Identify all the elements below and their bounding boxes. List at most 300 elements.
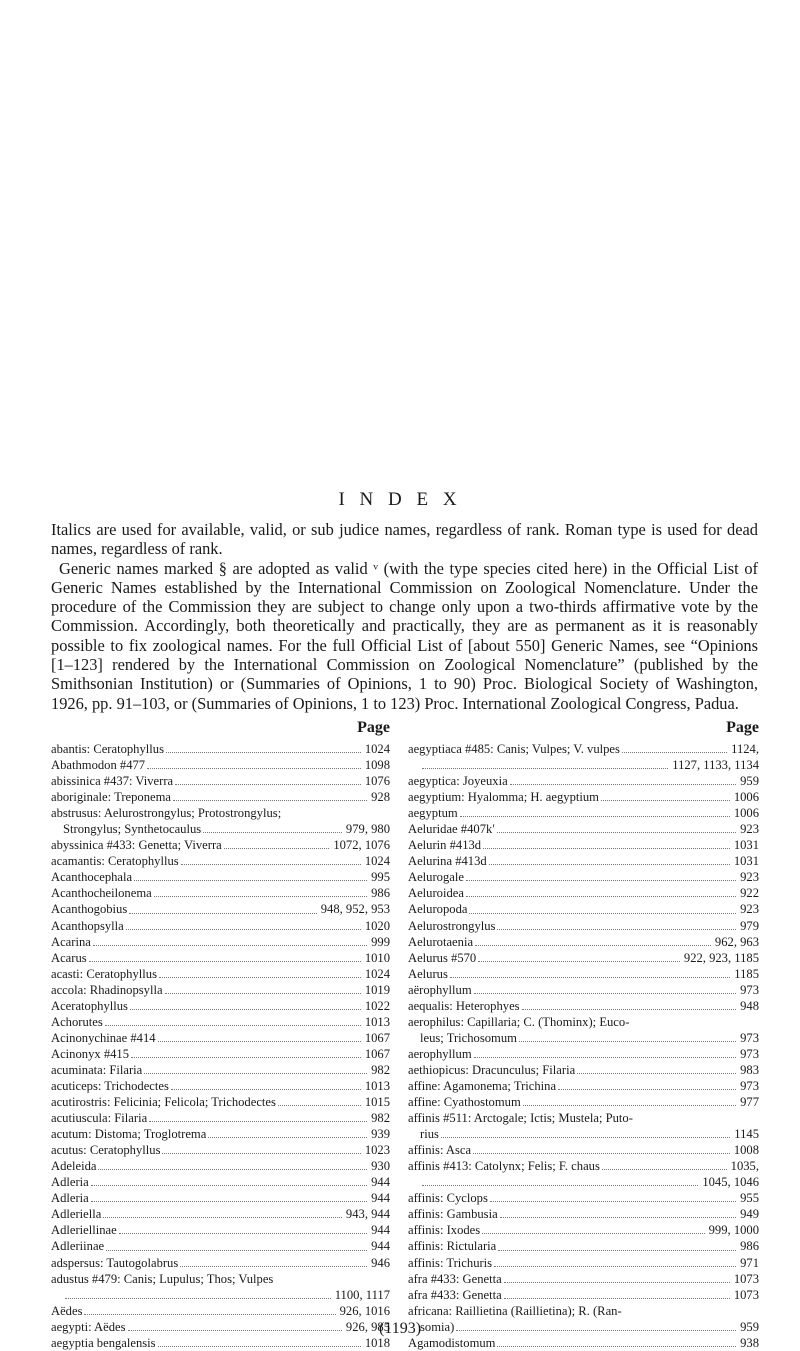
leader-dots: [175, 784, 361, 785]
index-entry: [408, 1255, 759, 1271]
index-entry: [51, 885, 390, 901]
index-entry-line: [408, 789, 759, 805]
entry-term: abantis: Ceratophyllus: [51, 742, 164, 756]
leader-dots: [165, 993, 361, 994]
index-entry: [51, 1126, 390, 1142]
index-entry-line: [51, 1271, 390, 1287]
entry-page-ref: 944: [371, 1191, 390, 1206]
leader-dots: [158, 1041, 361, 1042]
entry-term: aegyptiaca #485: Canis; Vulpes; V. vulpes: [408, 742, 620, 756]
index-entry-line: [408, 757, 759, 773]
leader-dots: [622, 752, 727, 753]
index-entry-line: [51, 1030, 390, 1046]
index-entry-line: [408, 1014, 759, 1030]
entry-term: affinis: Gambusia: [408, 1207, 498, 1222]
leader-dots: [129, 913, 316, 914]
index-entry-line: [408, 934, 759, 950]
entry-term: aequalis: Heterophyes: [408, 998, 520, 1013]
index-entry-line: [408, 805, 759, 821]
index-entry: [408, 1158, 759, 1190]
entry-page-ref: 1073: [733, 1271, 759, 1286]
entry-term: acutiuscula: Filaria: [51, 1111, 148, 1126]
index-entry: [408, 837, 759, 853]
leader-dots: [474, 1057, 736, 1058]
index-entry: [408, 1046, 759, 1062]
index-entry: [51, 837, 390, 853]
index-entry-line: [408, 1094, 759, 1110]
leader-dots: [489, 864, 730, 865]
leader-dots: [500, 1217, 736, 1218]
index-entry-line: [51, 950, 390, 966]
index-entry: [408, 1078, 759, 1094]
entry-page-ref: 1185: [734, 966, 759, 981]
index-intro: [51, 520, 758, 713]
entry-term: affinis: Trichuris: [408, 1255, 493, 1270]
index-entry: [51, 1206, 390, 1222]
index-entry-line: [408, 741, 759, 757]
index-entry: [408, 1142, 759, 1158]
index-entry-line: [51, 1303, 390, 1319]
entry-page-ref: 999, 1000: [708, 1223, 759, 1238]
entry-term: rius: [420, 1127, 439, 1142]
leader-dots: [523, 1105, 736, 1106]
leader-dots: [483, 848, 730, 849]
index-entry: [51, 1158, 390, 1174]
entry-term: Aeluridae #407k′: [408, 822, 496, 837]
entry-page-ref: 1008: [733, 1143, 759, 1158]
leader-dots: [473, 1153, 730, 1154]
leader-dots: [577, 1073, 736, 1074]
index-entry: [408, 918, 759, 934]
leader-dots: [601, 800, 730, 801]
index-entry-line: [408, 1142, 759, 1158]
entry-page-ref: 943, 944: [345, 1207, 390, 1222]
index-entry: [51, 1142, 390, 1158]
entry-term: leus; Trichosomum: [420, 1030, 517, 1045]
index-entry: [408, 821, 759, 837]
index-entry-line: [51, 773, 390, 789]
index-entry: [51, 934, 390, 950]
entry-term: adustus #479: Canis; Lupulus; Thos; Vulpes: [51, 1271, 274, 1286]
entry-page-ref: 1024: [364, 966, 390, 981]
entry-page-ref: 1019: [364, 982, 390, 997]
entry-term: acutirostris: Felicinia; Felicola; Trichodectes: [51, 1095, 276, 1110]
entry-term: Abathmodon #477: [51, 758, 146, 773]
entry-page-ref: 926, 985: [345, 1319, 390, 1334]
entry-page-ref: 930: [371, 1159, 390, 1174]
entry-term: acuminata: Filaria: [51, 1062, 143, 1077]
leader-dots: [126, 929, 361, 930]
entry-page-ref: 959: [740, 774, 759, 789]
entry-term: Aelurus: [408, 966, 448, 981]
entry-term: aerophilus: Capillaria; C. (Thominx); Euco-: [408, 1014, 630, 1029]
index-entry-line: [408, 821, 759, 837]
entry-term: Adleria: [51, 1191, 89, 1206]
leader-dots: [482, 1233, 704, 1234]
leader-dots: [422, 1185, 698, 1186]
entry-page-ref: 1145: [734, 1127, 759, 1142]
entry-page-ref: 973: [740, 1078, 759, 1093]
entry-term: Aelurina #413d: [408, 854, 487, 869]
entry-term: affine: Agamonema; Trichina: [408, 1078, 557, 1093]
index-entry: [51, 1030, 390, 1046]
entry-term: affinis: Asca: [408, 1143, 472, 1158]
entry-term: Aëdes: [51, 1303, 83, 1318]
index-entry: [408, 934, 759, 950]
entry-term: Adleriella: [51, 1207, 102, 1222]
index-entry: [51, 1078, 390, 1094]
index-entry: [51, 998, 390, 1014]
leader-dots: [469, 913, 736, 914]
index-column-right: [408, 718, 759, 1351]
index-entry-line: [51, 918, 390, 934]
index-entry: [51, 757, 390, 773]
index-entry-line: [51, 966, 390, 982]
entry-term: Adleriellinae: [51, 1223, 117, 1238]
index-entry: [51, 1190, 390, 1206]
leader-dots: [131, 1057, 361, 1058]
index-entry-line: [51, 1206, 390, 1222]
leader-dots: [134, 880, 367, 881]
entry-term: aegypti: Aëdes: [51, 1319, 126, 1334]
entry-page-ref: 1013: [364, 1078, 390, 1093]
entry-term: affinis #511: Arctogale; Ictis; Mustela; Puto-: [408, 1111, 633, 1126]
entry-term: afra #433: Genetta: [408, 1271, 502, 1286]
entry-page-ref: 973: [740, 1046, 759, 1061]
leader-dots: [65, 1298, 331, 1299]
entry-page-ref: 1031: [733, 838, 759, 853]
leader-dots: [497, 1346, 736, 1347]
entry-term: Acanthogobius: [51, 902, 128, 917]
index-column-left: [51, 718, 390, 1351]
index-entry: [51, 1110, 390, 1126]
leader-dots: [497, 929, 736, 930]
index-entry-line: [408, 837, 759, 853]
index-entry-line: [51, 998, 390, 1014]
index-entry-line: [51, 1255, 390, 1271]
index-entry: [408, 741, 759, 773]
entry-page-ref: 1024: [364, 854, 390, 869]
entry-page-ref: 1076: [364, 774, 390, 789]
index-entry-line: [51, 1110, 390, 1126]
leader-dots: [106, 1250, 367, 1251]
index-entry: [51, 1014, 390, 1030]
entry-page-ref: 1020: [364, 918, 390, 933]
index-entry: [408, 773, 759, 789]
entry-term: africana: Raillietina (Raillietina); R. (Ran-: [408, 1303, 622, 1318]
index-entry-line: [51, 1014, 390, 1030]
entry-term: Adeleida: [51, 1159, 97, 1174]
entry-term: affinis: Ixodes: [408, 1223, 481, 1238]
index-entry-line: [408, 773, 759, 789]
index-entry-line: [51, 1287, 390, 1303]
entry-term: Acinonychinae #414: [51, 1030, 156, 1045]
entry-term: Aelurin #413d: [408, 838, 482, 853]
index-entry-line: [408, 1271, 759, 1287]
entry-term: afra #433: Genetta: [408, 1287, 502, 1302]
index-entry: [408, 1206, 759, 1222]
entry-term: Agamodistomum: [408, 1335, 496, 1350]
entry-page-ref: 1098: [364, 758, 390, 773]
index-entry: [51, 950, 390, 966]
index-entry: [51, 901, 390, 917]
index-entry-line: [51, 869, 390, 885]
entry-term: Adleria: [51, 1175, 89, 1190]
entry-term: Aelurus #570: [408, 950, 477, 965]
entry-page-ref: 979: [740, 918, 759, 933]
index-entry-line: [408, 1158, 759, 1174]
page-number: (1193): [378, 1320, 422, 1337]
index-entry-line: [51, 837, 390, 853]
entry-page-ref: 1013: [364, 1014, 390, 1029]
index-entry: [408, 853, 759, 869]
index-entry: [51, 966, 390, 982]
leader-dots: [441, 1137, 730, 1138]
entry-page-ref: 948: [740, 998, 759, 1013]
leader-dots: [144, 1073, 367, 1074]
entry-page-ref: 948, 952, 953: [320, 902, 390, 917]
entry-page-ref: 923: [740, 870, 759, 885]
entry-page-ref: 922, 923, 1185: [683, 950, 759, 965]
entry-page-ref: 973: [740, 1030, 759, 1045]
index-entry: [408, 1271, 759, 1287]
entry-term: adspersus: Tautogolabrus: [51, 1255, 179, 1270]
entry-page-ref: 1010: [364, 950, 390, 965]
leader-dots: [497, 832, 736, 833]
index-entry-line: [408, 966, 759, 982]
entry-page-ref: 938: [740, 1335, 759, 1350]
entry-term: Achorutes: [51, 1014, 103, 1029]
entry-page-ref: 1023: [364, 1143, 390, 1158]
index-entry: [408, 982, 759, 998]
index-entry-line: [51, 1094, 390, 1110]
leader-dots: [84, 1314, 335, 1315]
entry-page-ref: 1035,: [730, 1159, 759, 1174]
index-entry: [408, 901, 759, 917]
entry-term: acuticeps: Trichodectes: [51, 1078, 169, 1093]
index-entry-line: [408, 998, 759, 1014]
index-entry: [408, 1094, 759, 1110]
index-entry-line: [408, 1206, 759, 1222]
index-entry-line: [51, 1222, 390, 1238]
leader-dots: [450, 977, 730, 978]
leader-dots: [602, 1169, 727, 1170]
leader-dots: [224, 848, 330, 849]
index-entry-line: [408, 1255, 759, 1271]
leader-dots: [475, 945, 711, 946]
index-entry: [51, 1062, 390, 1078]
index-entry-line: [408, 1174, 759, 1190]
index-entry-line: [408, 1062, 759, 1078]
leader-dots: [278, 1105, 361, 1106]
index-entry-line: [408, 1303, 759, 1319]
entry-term: Aelurogale: [408, 870, 464, 885]
leader-dots: [490, 1201, 736, 1202]
entry-term: aerophyllum: [408, 1046, 472, 1061]
entry-page-ref: 1018: [364, 1335, 390, 1350]
entry-term: Acanthocheilonema: [51, 886, 152, 901]
leader-dots: [494, 1266, 736, 1267]
leader-dots: [498, 1250, 736, 1251]
index-entry: [408, 1014, 759, 1046]
index-entry-line: [51, 1046, 390, 1062]
entry-page-ref: 1031: [733, 854, 759, 869]
entry-term: acutum: Distoma; Troglotrema: [51, 1127, 207, 1142]
entry-term: affine: Cyathostomum: [408, 1095, 521, 1110]
entry-page-ref: 977: [740, 1095, 759, 1110]
index-entry: [51, 869, 390, 885]
entry-term: acutus: Ceratophyllus: [51, 1143, 161, 1158]
index-entry-line: [408, 1078, 759, 1094]
index-entry: [408, 1062, 759, 1078]
entry-page-ref: 1006: [733, 790, 759, 805]
leader-dots: [460, 816, 730, 817]
index-entry: [51, 1255, 390, 1271]
leader-dots: [180, 1266, 367, 1267]
entry-page-ref: 979, 980: [345, 822, 390, 837]
leader-dots: [203, 832, 342, 833]
index-entry: [51, 1238, 390, 1254]
leader-dots: [474, 993, 736, 994]
entry-term: aethiopicus: Dracunculus; Filaria: [408, 1062, 576, 1077]
entry-page-ref: 928: [371, 790, 390, 805]
index-entry-line: [51, 741, 390, 757]
index-entry-line: [408, 1110, 759, 1126]
entry-page-ref: 923: [740, 822, 759, 837]
entry-page-ref: 1067: [364, 1046, 390, 1061]
entry-page-ref: 1124,: [731, 742, 759, 756]
leader-dots: [171, 1089, 361, 1090]
index-entry-line: [51, 1078, 390, 1094]
index-entry-line: [408, 853, 759, 869]
entry-page-ref: 999: [371, 934, 390, 949]
entry-page-ref: 926, 1016: [339, 1303, 390, 1318]
index-entry-line: [408, 885, 759, 901]
entry-page-ref: 982: [371, 1062, 390, 1077]
entry-term: abyssinica #433: Genetta; Viverra: [51, 838, 222, 853]
entry-term: Aelurotaenia: [408, 934, 474, 949]
entry-page-ref: 946: [371, 1255, 390, 1270]
leader-dots: [105, 1025, 361, 1026]
index-entry: [408, 950, 759, 966]
column-header-page: Page: [357, 719, 390, 736]
entry-term: affinis: Cyclops: [408, 1191, 488, 1206]
entry-page-ref: 939: [371, 1127, 390, 1142]
entry-page-ref: 1067: [364, 1030, 390, 1045]
leader-dots: [149, 1121, 367, 1122]
leader-dots: [130, 1009, 361, 1010]
entry-term: Strongylus; Synthetocaulus: [63, 822, 202, 837]
entry-term: aërophyllum: [408, 982, 472, 997]
entry-page-ref: 1073: [733, 1287, 759, 1302]
index-entry-line: [51, 1142, 390, 1158]
leader-dots: [208, 1137, 367, 1138]
entry-page-ref: 944: [371, 1239, 390, 1254]
leader-dots: [166, 752, 361, 753]
leader-dots: [158, 1346, 361, 1347]
entry-page-ref: 995: [371, 870, 390, 885]
index-entry: [51, 1174, 390, 1190]
entry-page-ref: 955: [740, 1191, 759, 1206]
entry-page-ref: 1045, 1046: [702, 1175, 759, 1190]
entry-page-ref: 962, 963: [714, 934, 759, 949]
leader-dots: [173, 800, 367, 801]
index-entry-line: [51, 885, 390, 901]
leader-dots: [504, 1282, 730, 1283]
entry-page-ref: 944: [371, 1175, 390, 1190]
index-entry-line: [51, 789, 390, 805]
index-entry: [51, 1094, 390, 1110]
index-entry-line: [408, 918, 759, 934]
leader-dots: [147, 768, 361, 769]
index-entry: [51, 853, 390, 869]
entry-term: Adleriinae: [51, 1239, 105, 1254]
index-entry-line: [51, 982, 390, 998]
index-entry: [51, 982, 390, 998]
entry-term: aegyptia bengalensis: [51, 1335, 156, 1350]
index-entry-line: [408, 982, 759, 998]
index-entry: [51, 789, 390, 805]
leader-dots: [91, 1185, 367, 1186]
entry-term: affinis #413: Catolynx; Felis; F. chaus: [408, 1159, 600, 1174]
entry-page-ref: 1127, 1133, 1134: [672, 758, 759, 773]
leader-dots: [478, 961, 680, 962]
column-header-page: Page: [726, 719, 759, 736]
leader-dots: [91, 1201, 367, 1202]
entry-term: abissinica #437: Viverra: [51, 774, 174, 789]
index-entry: [408, 1287, 759, 1303]
index-entry-line: [408, 1222, 759, 1238]
index-entry: [51, 1222, 390, 1238]
entry-page-ref: 1100, 1117: [334, 1287, 390, 1302]
index-entry: [51, 773, 390, 789]
leader-dots: [154, 896, 367, 897]
entry-page-ref: 986: [371, 886, 390, 901]
index-entry-line: [51, 901, 390, 917]
index-entry-line: [408, 869, 759, 885]
index-entry-line: [51, 1174, 390, 1190]
entry-term: Aeluroidea: [408, 886, 464, 901]
entry-term: aegyptum: [408, 806, 458, 821]
index-entry-line: [51, 1062, 390, 1078]
index-entry: [408, 966, 759, 982]
page-title: I N D E X: [338, 489, 462, 510]
leader-dots: [466, 880, 736, 881]
leader-dots: [103, 1217, 342, 1218]
index-entry: [51, 805, 390, 837]
index-entry-line: [51, 1126, 390, 1142]
index-entry: [51, 1303, 390, 1319]
entry-term: Acinonyx #415: [51, 1046, 130, 1061]
entry-page-ref: 1022: [364, 998, 390, 1013]
index-entry: [408, 998, 759, 1014]
index-entry: [408, 1110, 759, 1142]
entry-page-ref: 1006: [733, 806, 759, 821]
index-entry-line: [408, 950, 759, 966]
leader-dots: [119, 1233, 367, 1234]
entry-term: aboriginale: Treponema: [51, 790, 171, 805]
index-entry: [408, 869, 759, 885]
entry-term: Acanthocephala: [51, 870, 133, 885]
index-entry: [408, 885, 759, 901]
index-entry-line: [51, 934, 390, 950]
leader-dots: [522, 1009, 737, 1010]
entry-term: Aceratophyllus: [51, 998, 128, 1013]
entry-term: Acarina: [51, 934, 91, 949]
leader-dots: [466, 896, 736, 897]
index-entry-line: [408, 1030, 759, 1046]
index-entry: [408, 805, 759, 821]
